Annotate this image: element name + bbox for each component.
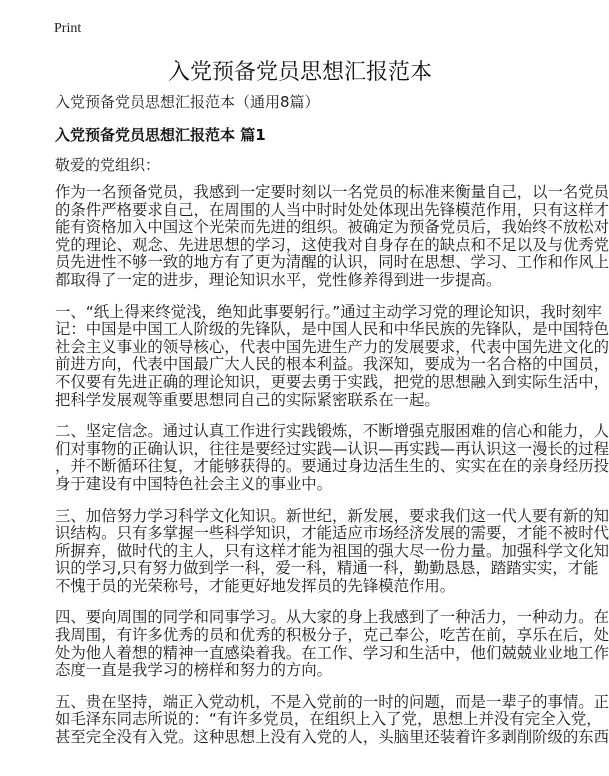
- paragraph: [55, 183, 609, 290]
- greeting: 敬爱的党组织：: [55, 156, 161, 174]
- paragraph: [55, 692, 609, 747]
- document-subtitle: 入党预备党员思想汇报范本（通用8篇）: [55, 93, 320, 111]
- paragraph-line: 党的理论、观念、先进思想的学习，这使我对自身存在的缺点和不足以及与优秀党: [55, 235, 609, 254]
- paragraph-line: 我周围，有许多优秀的员和优秀的积极分子，克己奉公，吃苦在前，享乐在后，处: [55, 626, 609, 645]
- paragraph-line: 员先进性不够一致的地方有了更为清醒的认识，同时在思想、学习、工作和作风上: [55, 253, 609, 272]
- paragraph-line: 识结构。只有多掌握一些科学知识，才能适应市场经济发展的需要，才能不被时代: [55, 524, 609, 543]
- paragraph-line: 们对事物的正确认识，往往是要经过实践—认识—再实践—再认识这一漫长的过程: [55, 439, 609, 458]
- paragraph-line: 作为一名预备党员，我感到一定要时刻以一名党员的标准来衡量自己，以一名党员: [55, 183, 609, 201]
- paragraph-line: 态度一直是我学习的榜样和努力的方向。: [55, 661, 333, 680]
- paragraph: [55, 608, 609, 680]
- paragraph-line: 一、“纸上得来终觉浅，绝知此事要躬行。”通过主动学习党的理论知识，我时刻牢: [55, 302, 602, 321]
- document-body: [55, 183, 609, 761]
- paragraph-line: 社会主义事业的领导核心，代表中国先进生产力的发展要求，代表中国先进文化的: [55, 337, 609, 356]
- paragraph-line: 处为他人着想的精神一直感染着我。在工作、学习和生活中，他们兢兢业业地工作: [55, 643, 609, 662]
- paragraph-line: 身于建设有中国特色社会主义的事业中。: [55, 474, 333, 493]
- paragraph-line: 甚至完全没有入党。这种思想上没有入党的人，头脑里还装着许多剥削阶级的东西: [55, 728, 609, 747]
- paragraph-line: 把科学发展观等重要思想同自己的实际紧密联系在一起。: [55, 390, 440, 409]
- print-link[interactable]: Print: [54, 21, 82, 36]
- paragraph: [55, 302, 609, 410]
- paragraph-line: ，并不断循环往复，才能够获得的。要通过身边活生生的、实实在在的亲身经历投: [55, 457, 609, 476]
- paragraph-line: 五、贵在坚持，端正入党动机，不是入党前的一时的问题，而是一辈子的事情。正: [55, 692, 609, 711]
- paragraph-line: 所摒弃，做时代的主人，只有这样才能为祖国的强大尽一份力量。加强科学文化知: [55, 541, 609, 560]
- paragraph-line: 四、要向周围的同学和同事学习。从大家的身上我感到了一种活力，一种动力。在: [55, 608, 609, 627]
- paragraph-line: 记：中国是中国工人阶级的先锋队，是中国人民和中华民族的先锋队，是中国特色: [55, 320, 609, 339]
- paragraph-line: 不愧于员的光荣称号，才能更好地发挥员的先锋模范作用。: [55, 576, 456, 595]
- paragraph-line: 不仅要有先进正确的理论知识，更要去勇于实践，把党的思想融入到实际生活中，: [55, 372, 609, 391]
- paragraph-line: 二、坚定信念。通过认真工作进行实践锻炼，不断增强克服困难的信心和能力，人: [55, 422, 609, 441]
- document-title: 入党预备党员思想汇报范本: [167, 60, 432, 85]
- paragraph-line: 三、加倍努力学习科学文化知识。新世纪，新发展，要求我们这一代人要有新的知: [55, 506, 609, 525]
- paragraph: [55, 422, 609, 493]
- paragraph-line: 的条件严格要求自己，在周围的人当中时时处处体现出先锋模范作用，只有这样才: [55, 200, 609, 219]
- section-heading: 入党预备党员思想汇报范本 篇1: [55, 126, 266, 144]
- paragraph-line: 识的学习,只有努力做到学一科，爱一科，精通一科，勤勤恳恳，踏踏实实，才能: [55, 559, 599, 578]
- paragraph-line: 前进方向，代表中国最广大人民的根本利益。我深知，要成为一名合格的中国员，: [55, 355, 609, 374]
- paragraph-line: 都取得了一定的进步，理论知识水平，党性修养得到进一步提高。: [55, 270, 502, 289]
- paragraph-line: 能有资格加入中国这个光荣而先进的组织。被确定为预备党员后，我始终不放松对: [55, 218, 609, 237]
- paragraph-line: 如毛泽东同志所说的：“有许多党员，在组织上入了党，思想上并没有完全入党，: [55, 710, 602, 729]
- paragraph: [55, 506, 609, 596]
